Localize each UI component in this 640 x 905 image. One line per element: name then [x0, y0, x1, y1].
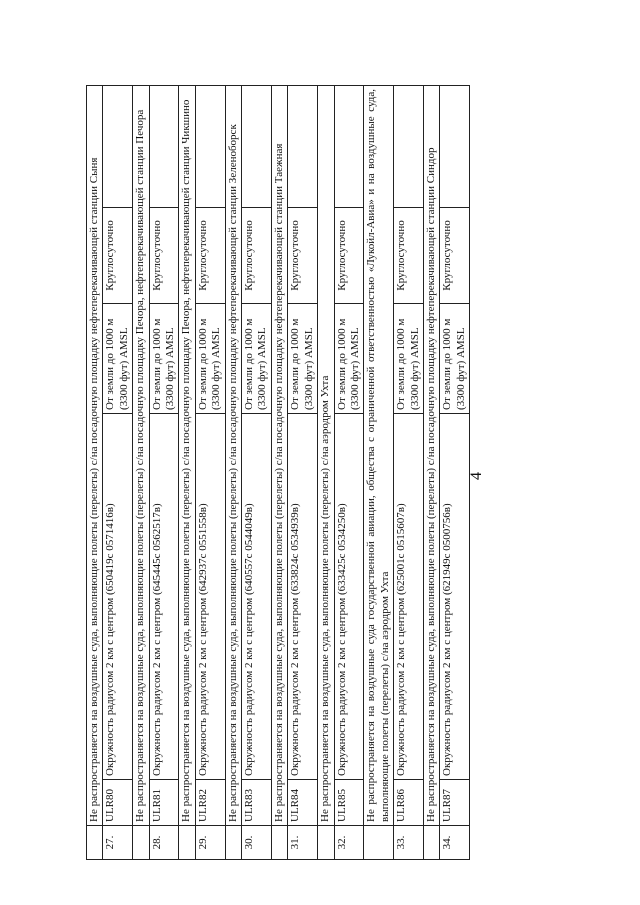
zone-limits: От земли до 1000 м (3300 фут) AMSL	[195, 304, 225, 414]
note-row: Не распространяется на воздушные суда, выполняющие полеты (перелеты) с/на посадочную площадку нефтеперекачивающей станции Зеленоборск	[225, 85, 241, 825]
table-row	[149, 85, 179, 859]
zone-description: Окружность радиусом 2 км с центром (650419с 0571416в)	[103, 414, 133, 780]
zone-time: Круглосуточно	[334, 208, 364, 304]
note-row: Не распространяется на воздушные суда государственной авиации, общества с ограниченной ответственностью «Лукойл-Авиа» и на воздушные суда, выполняющие полеты (перелеты) с/на аэродром Ухта	[364, 85, 394, 825]
blank-cell	[87, 826, 103, 860]
zone-code: ULR86	[394, 780, 424, 826]
zone-code: ULR83	[242, 780, 272, 826]
table-row	[103, 85, 133, 859]
table-row	[364, 85, 394, 859]
row-number: 27.	[103, 826, 133, 860]
blank-cell	[225, 826, 241, 860]
zone-description: Окружность радиусом 2 км с центром (642937с 0551558в)	[195, 414, 225, 780]
zone-limits: От земли до 1000 м (3300 фут) AMSL	[103, 304, 133, 414]
row-number: 30.	[242, 826, 272, 860]
blank-cell	[195, 85, 225, 207]
zone-time: Круглосуточно	[394, 208, 424, 304]
zone-code: ULR85	[334, 780, 364, 826]
zone-description: Окружность радиусом 2 км с центром (625001с 0515607в)	[394, 414, 424, 780]
zone-code: ULR87	[440, 780, 470, 826]
row-number: 32.	[334, 826, 364, 860]
note-row: Не распространяется на воздушные суда, выполняющие полеты (перелеты) с/на посадочную площадку нефтеперекачивающей станции Синдор	[423, 85, 439, 825]
zone-code: ULR81	[149, 780, 179, 826]
note-row: Не распространяется на воздушные суда, выполняющие полеты (перелеты) с/на посадочную площадку нефтеперекачивающей станции Сыня	[87, 85, 103, 825]
blank-cell	[133, 826, 149, 860]
blank-cell	[242, 85, 272, 207]
zone-time: Круглосуточно	[288, 208, 318, 304]
blank-cell	[318, 826, 334, 860]
table-row	[288, 85, 318, 859]
table-row	[242, 85, 272, 859]
blank-cell	[334, 85, 364, 207]
blank-cell	[364, 826, 394, 860]
note-row: Не распространяется на воздушные суда, выполняющие полеты (перелеты) с/на посадочную площадку нефтеперекачивающей станции Таежная	[271, 85, 287, 825]
page-number: 4	[468, 472, 485, 480]
zone-description: Окружность радиусом 2 км с центром (633824с 0534939в)	[288, 414, 318, 780]
table-row	[179, 85, 195, 859]
zone-time: Круглосуточно	[149, 208, 179, 304]
table-row	[440, 85, 470, 859]
blank-cell	[149, 85, 179, 207]
zone-description: Окружность радиусом 2 км с центром (645445с 0562517в)	[149, 414, 179, 780]
table-row	[133, 85, 149, 859]
row-number: 29.	[195, 826, 225, 860]
blank-cell	[288, 85, 318, 207]
restricted-zones-table	[86, 85, 470, 860]
zone-time: Круглосуточно	[103, 208, 133, 304]
table-row	[334, 85, 364, 859]
zone-limits: От земли до 1000 м (3300 фут) AMSL	[288, 304, 318, 414]
table-row	[394, 85, 424, 859]
blank-cell	[423, 826, 439, 860]
note-row: Не распространяется на воздушные суда, выполняющие полеты (перелеты) с/на посадочную площадку Печора, нефтеперекачивающей станции Чикшино	[179, 85, 195, 825]
rotated-page	[86, 60, 526, 860]
row-number: 31.	[288, 826, 318, 860]
zone-time: Круглосуточно	[242, 208, 272, 304]
row-number: 34.	[440, 826, 470, 860]
zone-description: Окружность радиусом 2 км с центром (633425с 0534250в)	[334, 414, 364, 780]
blank-cell	[103, 85, 133, 207]
table-row	[271, 85, 287, 859]
table-row	[318, 85, 334, 859]
note-row: Не распространяется на воздушные суда, выполняющие полеты (перелеты) с/на аэродром Ухта	[318, 85, 334, 825]
note-row: Не распространяется на воздушные суда, выполняющие полеты (перелеты) с/на посадочную площадку Печора, нефтеперекачивающей станции Печора	[133, 85, 149, 825]
zone-code: ULR80	[103, 780, 133, 826]
zone-time: Круглосуточно	[195, 208, 225, 304]
zone-limits: От земли до 1000 м (3300 фут) AMSL	[394, 304, 424, 414]
table-row	[87, 85, 103, 859]
zone-description: Окружность радиусом 2 км с центром (640557с 0544049в)	[242, 414, 272, 780]
zone-limits: От земли до 1000 м (3300 фут) AMSL	[440, 304, 470, 414]
zone-code: ULR82	[195, 780, 225, 826]
zone-limits: От земли до 1000 м (3300 фут) AMSL	[149, 304, 179, 414]
table-row	[423, 85, 439, 859]
zone-code: ULR84	[288, 780, 318, 826]
table-row	[225, 85, 241, 859]
row-number: 33.	[394, 826, 424, 860]
blank-cell	[179, 826, 195, 860]
zone-limits: От земли до 1000 м (3300 фут) AMSL	[334, 304, 364, 414]
blank-cell	[394, 85, 424, 207]
zone-time: Круглосуточно	[440, 208, 470, 304]
row-number: 28.	[149, 826, 179, 860]
table-row	[195, 85, 225, 859]
zone-description: Окружность радиусом 2 км с центром (621949с 0500756в)	[440, 414, 470, 780]
blank-cell	[271, 826, 287, 860]
blank-cell	[440, 85, 470, 207]
zone-limits: От земли до 1000 м (3300 фут) AMSL	[242, 304, 272, 414]
